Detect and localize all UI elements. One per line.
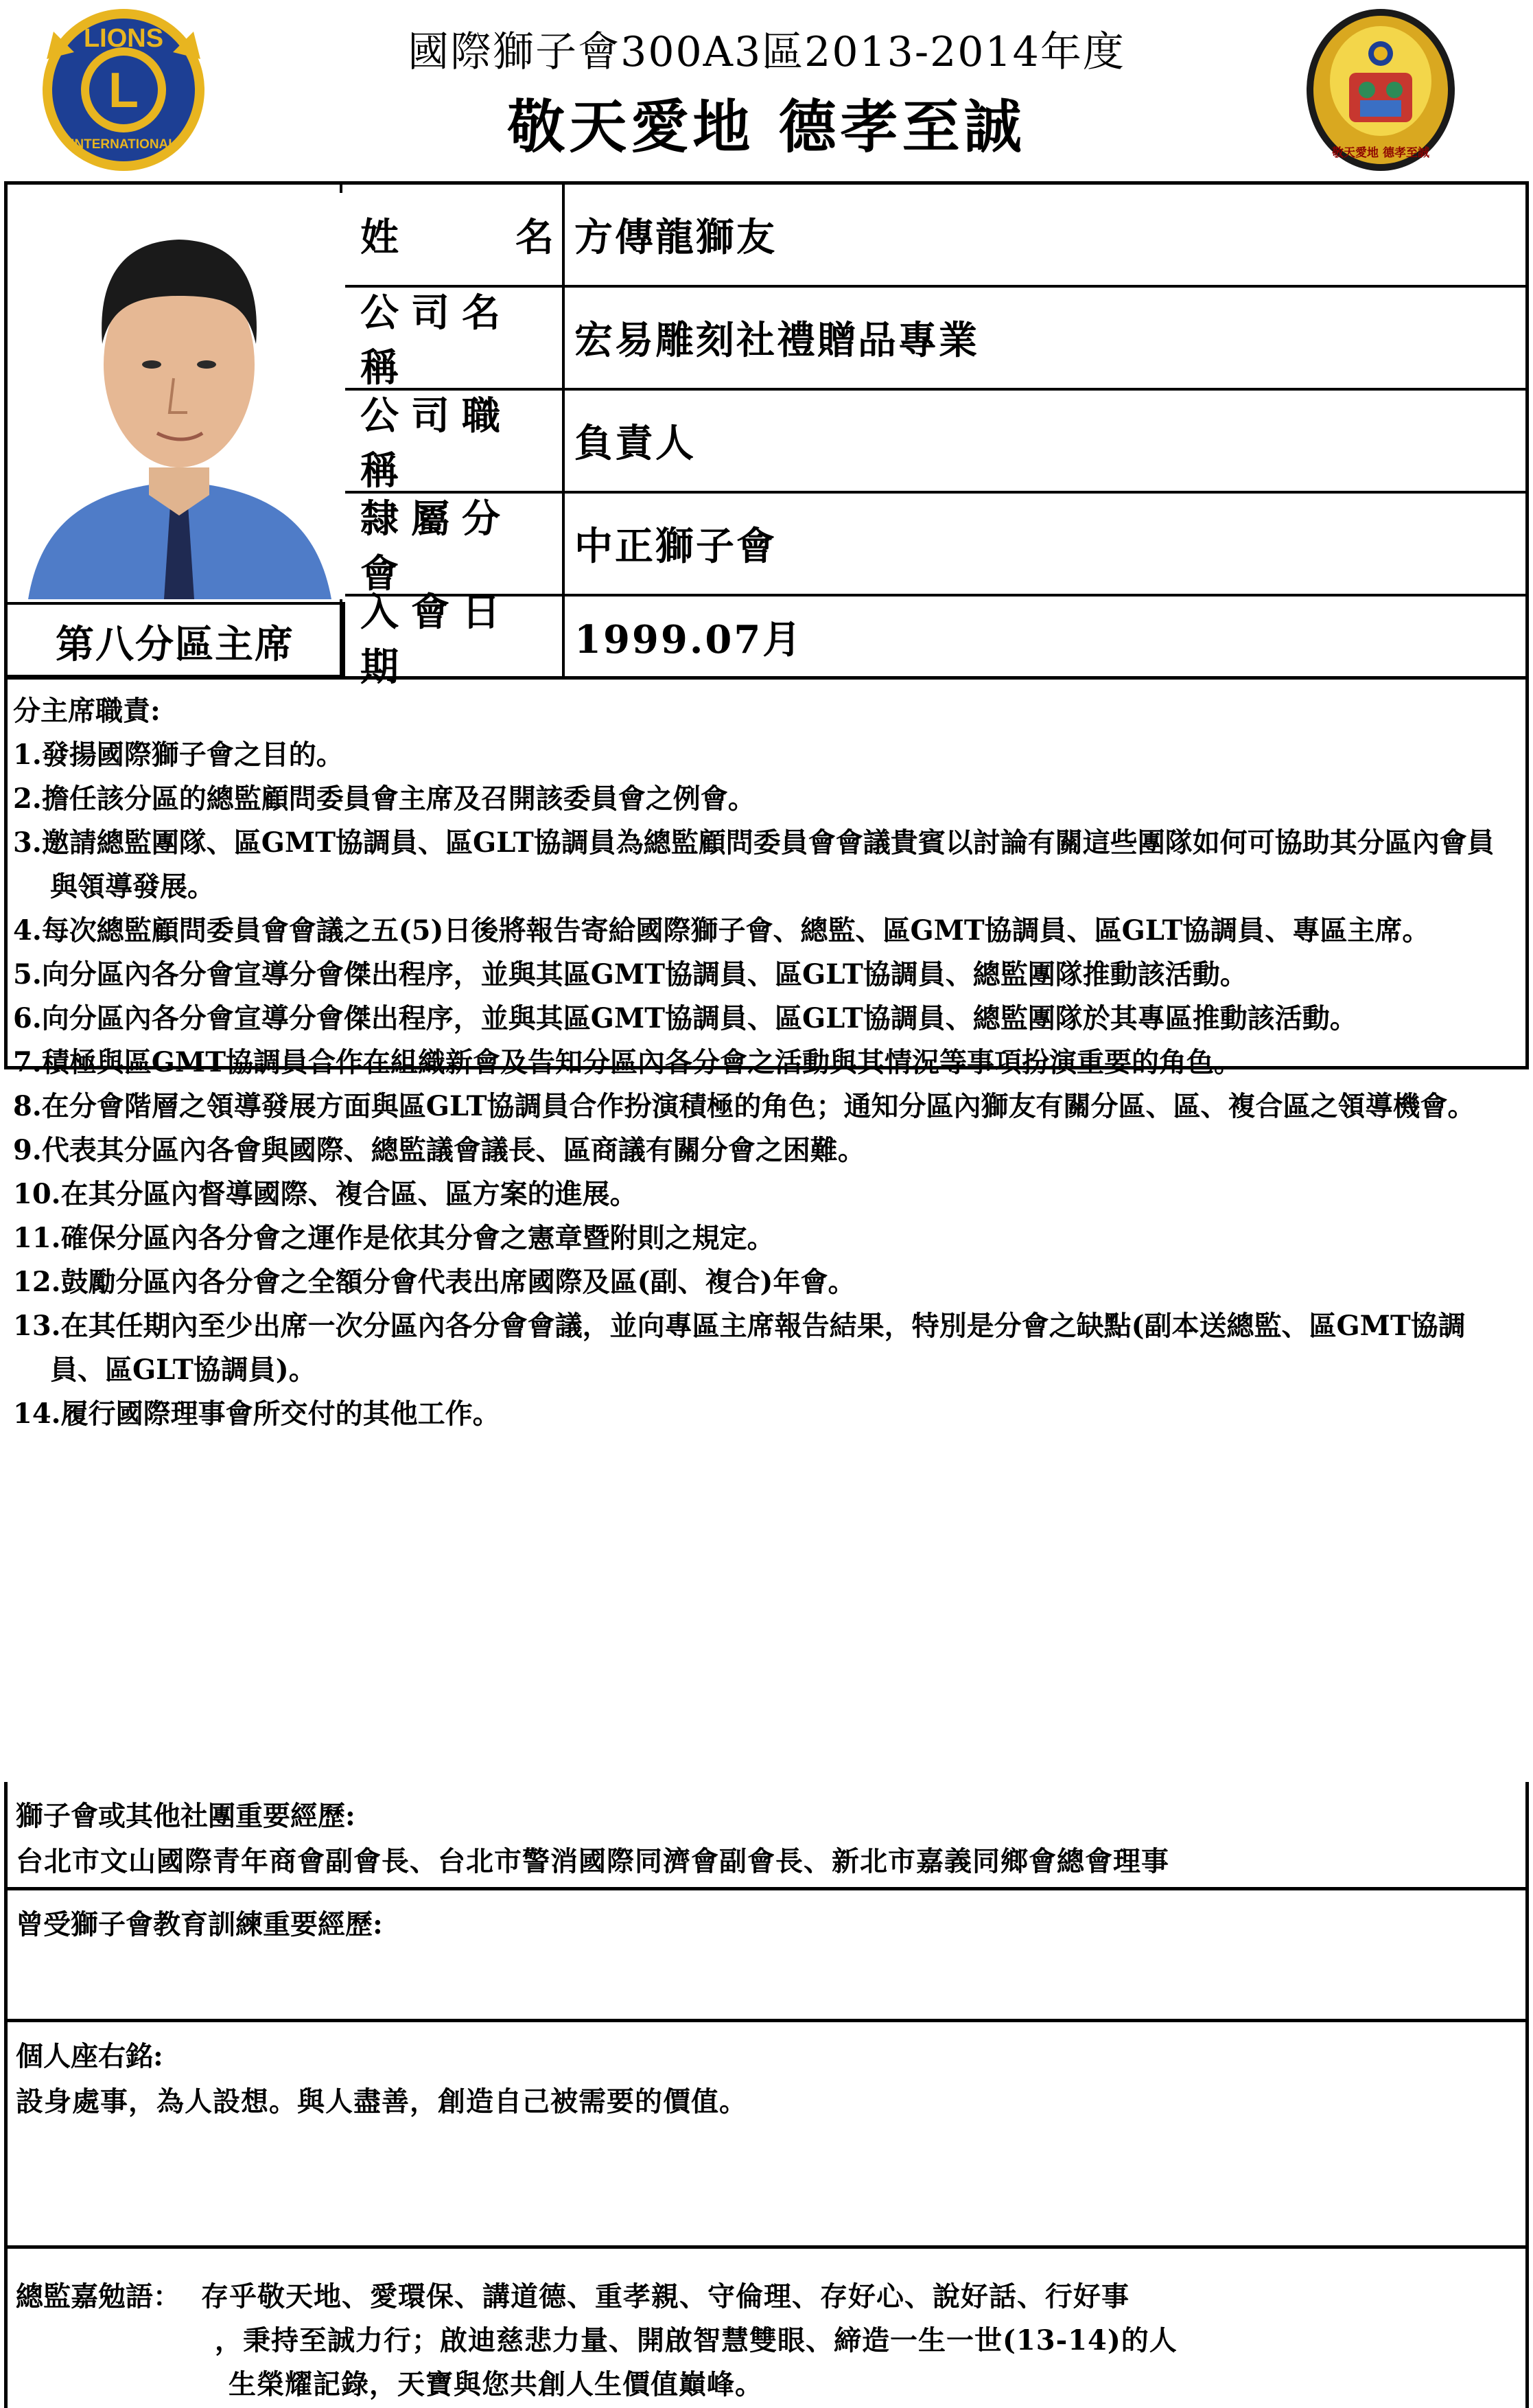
duty-item: 3.邀請總監團隊、區GMT協調員、區GLT協調員為總監顧問委員會會議貴賓以討論有關這些團隊如何可協助其分區內會員與領導發展。 [13, 826, 1495, 903]
duty-item: 10.在其分區內督導國際、複合區、區方案的進展。 [13, 1178, 637, 1210]
motto-body: 設身處事，為人設想。與人盡善，創造自己被需要的價值。 [16, 2085, 747, 2118]
photo-cell [8, 185, 342, 679]
training-title: 曾受獅子會教育訓練重要經歷: [16, 1908, 383, 1941]
duty-item: 11.確保分區內各分會之運作是依其分會之憲章暨附則之規定。 [13, 1222, 775, 1254]
duty-item: 9.代表其分區內各會與國際、總監議會議長、區商議有關分會之困難。 [13, 1134, 865, 1166]
duty-item: 14.履行國際理事會所交付的其他工作。 [13, 1398, 500, 1430]
motto-title: 個人座右銘: [16, 2040, 163, 2072]
governor-line2: ，秉持至誠力行；啟迪慈悲力量、開啟智慧雙眼、締造一生一世(13-14)的人 [215, 2324, 1178, 2357]
info-label-name-b: 名 [515, 215, 554, 260]
info-label-position: 公司職稱 [345, 391, 565, 491]
duty-item: 6.向分區內各分會宣導分會傑出程序，並與其區GMT協調員、區GLT協調員、總監團隊於其專區推動該活動。 [13, 1002, 1357, 1034]
info-value-name: 方傳龍獅友 [574, 215, 777, 260]
info-row-join-date [345, 590, 1525, 690]
district-emblem-logo [1301, 4, 1460, 176]
duty-item: 5.向分區內各分會宣導分會傑出程序，並與其區GMT協調員、區GLT協調員、總監團隊推動該活動。 [13, 958, 1248, 991]
duties-title: 分主席職責: [13, 695, 161, 727]
duty-item: 8.在分會階層之領導發展方面與區GLT協調員合作扮演積極的角色；通知分區內獅友有關分區、區、複合區之領導機會。 [13, 1090, 1475, 1122]
header-title-line1: 國際獅子會300A3區2013-2014年度 [408, 28, 1125, 76]
governor-message-section [4, 2249, 1529, 2408]
info-row-position [345, 391, 1525, 494]
info-row-club [345, 494, 1525, 597]
governor-label: 總監嘉勉語： [16, 2280, 180, 2313]
info-value-position: 負責人 [574, 421, 696, 466]
logo-text-lions: LIONS [83, 24, 164, 53]
emblem-caption: 敬天愛地 德孝至誠 [1332, 146, 1429, 160]
duty-item: 4.每次總監顧問委員會會議之五(5)日後將報告寄給國際獅子會、總監、區GMT協調員、區GLT協調員、專區主席。 [13, 914, 1430, 947]
duty-item: 2.擔任該分區的總監顧問委員會主席及召開該委員會之例會。 [13, 783, 756, 815]
info-label-name-a: 姓 [360, 215, 399, 260]
info-label-name [345, 185, 565, 285]
info-label-company: 公司名稱 [345, 288, 565, 388]
page-header [0, 0, 1533, 180]
training-section [4, 1890, 1529, 2022]
duties-section [4, 680, 1529, 1430]
info-table [345, 185, 1525, 690]
info-label-join-date: 入會日期 [345, 597, 565, 678]
role-title: 第八分區主席 [56, 622, 294, 667]
experience-body: 台北市文山國際青年商會副會長、台北市警消國際同濟會副會長、新北市嘉義同鄉會總會理事 [16, 1845, 1169, 1877]
info-value-company: 宏易雕刻社禮贈品專業 [574, 318, 979, 363]
info-value-club: 中正獅子會 [574, 524, 777, 569]
duty-item: 1.發揚國際獅子會之目的。 [13, 739, 344, 771]
profile-block [4, 181, 1529, 690]
logo-letter-l: L [108, 63, 139, 118]
experience-title: 獅子會或其他社團重要經歷: [16, 1800, 355, 1832]
duty-item: 13.在其任期內至少出席一次分區內各分會會議，並向專區主席報告結果，特別是分會之缺點(副本送總監、區GMT協調員、區GLT協調員)。 [13, 1310, 1466, 1386]
experience-section [4, 1782, 1529, 1890]
info-value-join-date: 1999.07月 [574, 617, 804, 662]
motto-section [4, 2022, 1529, 2249]
role-title-box [8, 602, 345, 678]
header-title-line2: 敬天愛地 德孝至誠 [507, 93, 1026, 161]
duties-list [13, 689, 1516, 1436]
duty-item: 7.積極與區GMT協調員合作在組織新會及告知分區內各分會之活動與其情況等事項扮演重要的角色。 [13, 1046, 1241, 1078]
governor-line3: 生榮耀記錄，天寶與您共創人生價值巔峰。 [229, 2368, 763, 2400]
logo-text-international: INTERNATIONAL [71, 137, 176, 152]
duty-item: 12.鼓勵分區內各分會之全額分會代表出席國際及區(副、複合)年會。 [13, 1266, 856, 1298]
governor-line1: 存乎敬天地、愛環保、講道德、重孝親、守倫理、存好心、說好話、行好事 [201, 2280, 1130, 2313]
info-row-name [345, 185, 1525, 288]
info-label-club: 隸屬分會 [345, 494, 565, 594]
info-row-company [345, 288, 1525, 391]
member-portrait-photo [14, 193, 345, 599]
